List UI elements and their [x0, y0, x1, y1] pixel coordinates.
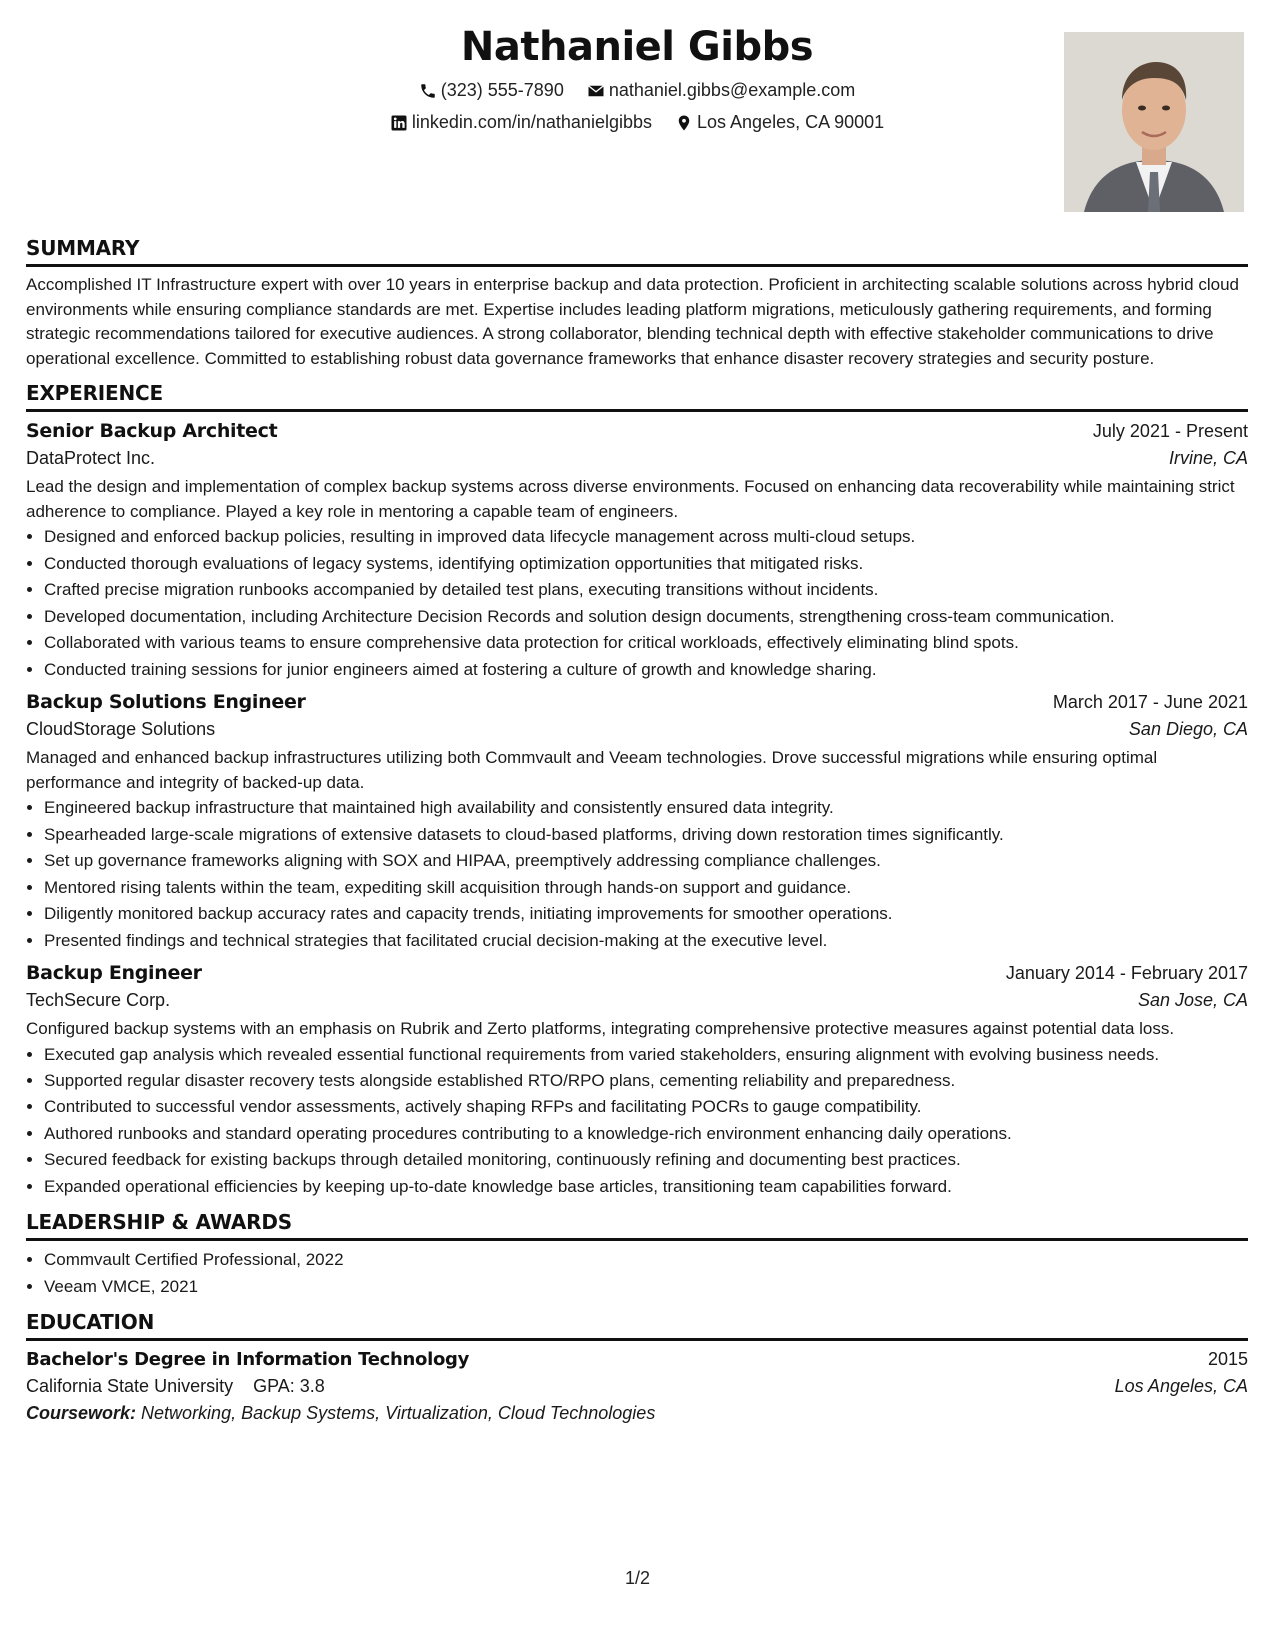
job-dates: March 2017 - June 2021 [1052, 692, 1248, 712]
job-bullet: • Spearheaded large-scale migrations of extensive datasets to cloud-based platforms, driving down restoration times significantly. [44, 822, 1248, 849]
job-location: Irvine, CA [1168, 448, 1248, 468]
awards-list [26, 1247, 1248, 1300]
envelope-icon [587, 82, 605, 100]
job-title: Backup Engineer [26, 962, 202, 984]
map-pin-icon [675, 114, 693, 132]
job-dates: January 2014 - February 2017 [1005, 963, 1248, 983]
phone-contact [419, 80, 564, 101]
job-bullet: • Engineered backup infrastructure that maintained high availability and consistently ensured data integrity. [44, 795, 1248, 822]
job-bullet: • Designed and enforced backup policies, resulting in improved data lifecycle management across multi-cloud setups. [44, 524, 1248, 551]
job-bullet: • Secured feedback for existing backups through detailed monitoring, continuously refining and documenting best practices. [44, 1147, 1248, 1174]
education-heading: EDUCATION [26, 1310, 1248, 1341]
job-bullet: • Mentored rising talents within the team, expediting skill acquisition through hands-on support and guidance. [44, 875, 1248, 902]
linkedin-contact[interactable] [390, 112, 652, 133]
location-contact [675, 112, 884, 133]
awards-heading: LEADERSHIP & AWARDS [26, 1210, 1248, 1241]
job-bullet: • Collaborated with various teams to ensure comprehensive data protection for critical workloads, effectively eliminating blind spots. [44, 630, 1248, 657]
job-bullet: • Conducted thorough evaluations of legacy systems, identifying optimization opportunities that mitigated risks. [44, 551, 1248, 578]
job-bullet: • Set up governance frameworks aligning with SOX and HIPAA, preemptively addressing compliance challenges. [44, 848, 1248, 875]
job-bullet: • Conducted training sessions for junior engineers aimed at fostering a culture of growth and knowledge sharing. [44, 657, 1248, 684]
job-entry [26, 962, 1248, 1200]
linkedin-url[interactable]: linkedin.com/in/nathanielgibbs [411, 112, 652, 132]
job-bullets [26, 1044, 1248, 1201]
job-location: San Diego, CA [1128, 719, 1248, 739]
job-entry [26, 691, 1248, 954]
job-bullets [26, 795, 1248, 954]
school-location: Los Angeles, CA [1114, 1376, 1248, 1396]
job-description: Managed and enhanced backup infrastructures utilizing both Commvault and Veeam technologies. Drove successful migrations while ensuring optimal performance and integrity of backed-up data. [26, 748, 1158, 792]
job-bullets [26, 524, 1248, 683]
job-bullet: • Presented findings and technical strategies that facilitated crucial decision-making at the executive level. [44, 928, 1248, 955]
job-entry [26, 420, 1248, 683]
job-bullet: • Expanded operational efficiencies by keeping up-to-date knowledge base articles, transitioning team capabilities forward. [44, 1174, 1248, 1201]
graduation-year: 2015 [1207, 1349, 1248, 1369]
email-address[interactable]: nathaniel.gibbs@example.com [608, 80, 856, 100]
company-name: DataProtect Inc. [26, 448, 156, 468]
coursework-list: Networking, Backup Systems, Virtualization, Cloud Technologies [141, 1403, 656, 1423]
awards-section [26, 1210, 1248, 1300]
job-bullet: • Crafted precise migration runbooks accompanied by detailed test plans, executing transitions without incidents. [44, 577, 1248, 604]
page-number: 1/2 [624, 1568, 651, 1588]
location-text: Los Angeles, CA 90001 [697, 112, 885, 132]
summary-text: Accomplished IT Infrastructure expert with over 10 years in enterprise backup and data protection. Proficient in architecting scalable solutions across hybrid cloud environments while ensuring compliance standards are met. Expertise includes leading platform migrations, meticulously gathering requirements, and forming strategic recommendations tailored for executive audiences. A strong collaborator, blending technical depth with effective stakeholder communications to drive operational excellence. Committed to establishing robust data governance frameworks that enhance disaster recovery strategies and security posture. [26, 275, 1239, 368]
job-title: Backup Solutions Engineer [26, 691, 306, 713]
job-location: San Jose, CA [1137, 990, 1248, 1010]
award-item: • Commvault Certified Professional, 2022 [44, 1247, 1248, 1274]
job-bullet: • Contributed to successful vendor assessments, actively shaping RFPs and facilitating POCRs to gauge compatibility. [44, 1094, 1248, 1121]
company-name: TechSecure Corp. [26, 990, 171, 1010]
phone-number: (323) 555-7890 [440, 80, 564, 100]
experience-heading: EXPERIENCE [26, 381, 1248, 412]
job-bullet: • Diligently monitored backup accuracy rates and capacity trends, initiating improvements for smoother operations. [44, 901, 1248, 928]
candidate-name: Nathaniel Gibbs [460, 24, 814, 70]
resume-page [26, 18, 1248, 1434]
job-dates: July 2021 - Present [1092, 421, 1248, 441]
job-description: Configured backup systems with an emphasis on Rubrik and Zerto platforms, integrating comprehensive protective measures against potential data loss. [26, 1019, 1175, 1038]
job-title: Senior Backup Architect [26, 420, 278, 442]
award-item: • Veeam VMCE, 2021 [44, 1274, 1248, 1301]
profile-photo [1064, 32, 1244, 212]
job-bullet: • Developed documentation, including Architecture Decision Records and solution design documents, strengthening cross-team communication. [44, 604, 1248, 631]
degree-title: Bachelor's Degree in Information Technology [26, 1349, 470, 1370]
coursework-label: Coursework: [26, 1403, 137, 1423]
linkedin-icon [390, 114, 408, 132]
phone-icon [419, 82, 437, 100]
job-bullet: • Supported regular disaster recovery tests alongside established RTO/RPO plans, cementing reliability and preparedness. [44, 1068, 1248, 1095]
coursework [26, 1403, 1248, 1424]
summary-section [26, 236, 1248, 371]
resume-header [26, 18, 1248, 228]
school-name: California State University [26, 1376, 234, 1396]
company-name: CloudStorage Solutions [26, 719, 216, 739]
email-contact[interactable] [587, 80, 855, 101]
summary-heading: SUMMARY [26, 236, 1248, 267]
job-bullet: • Authored runbooks and standard operating procedures contributing to a knowledge-rich environment enhancing daily operations. [44, 1121, 1248, 1148]
education-section [26, 1310, 1248, 1424]
gpa: GPA: 3.8 [253, 1376, 325, 1396]
experience-section [26, 381, 1248, 1200]
job-description: Lead the design and implementation of complex backup systems across diverse environments. Focused on enhancing data recoverability while maintaining strict adherence to compliance. Played a key role in mentoring a capable team of engineers. [26, 477, 1235, 521]
job-bullet: • Executed gap analysis which revealed essential functional requirements from varied stakeholders, ensuring alignment with evolving business needs. [44, 1044, 1248, 1066]
